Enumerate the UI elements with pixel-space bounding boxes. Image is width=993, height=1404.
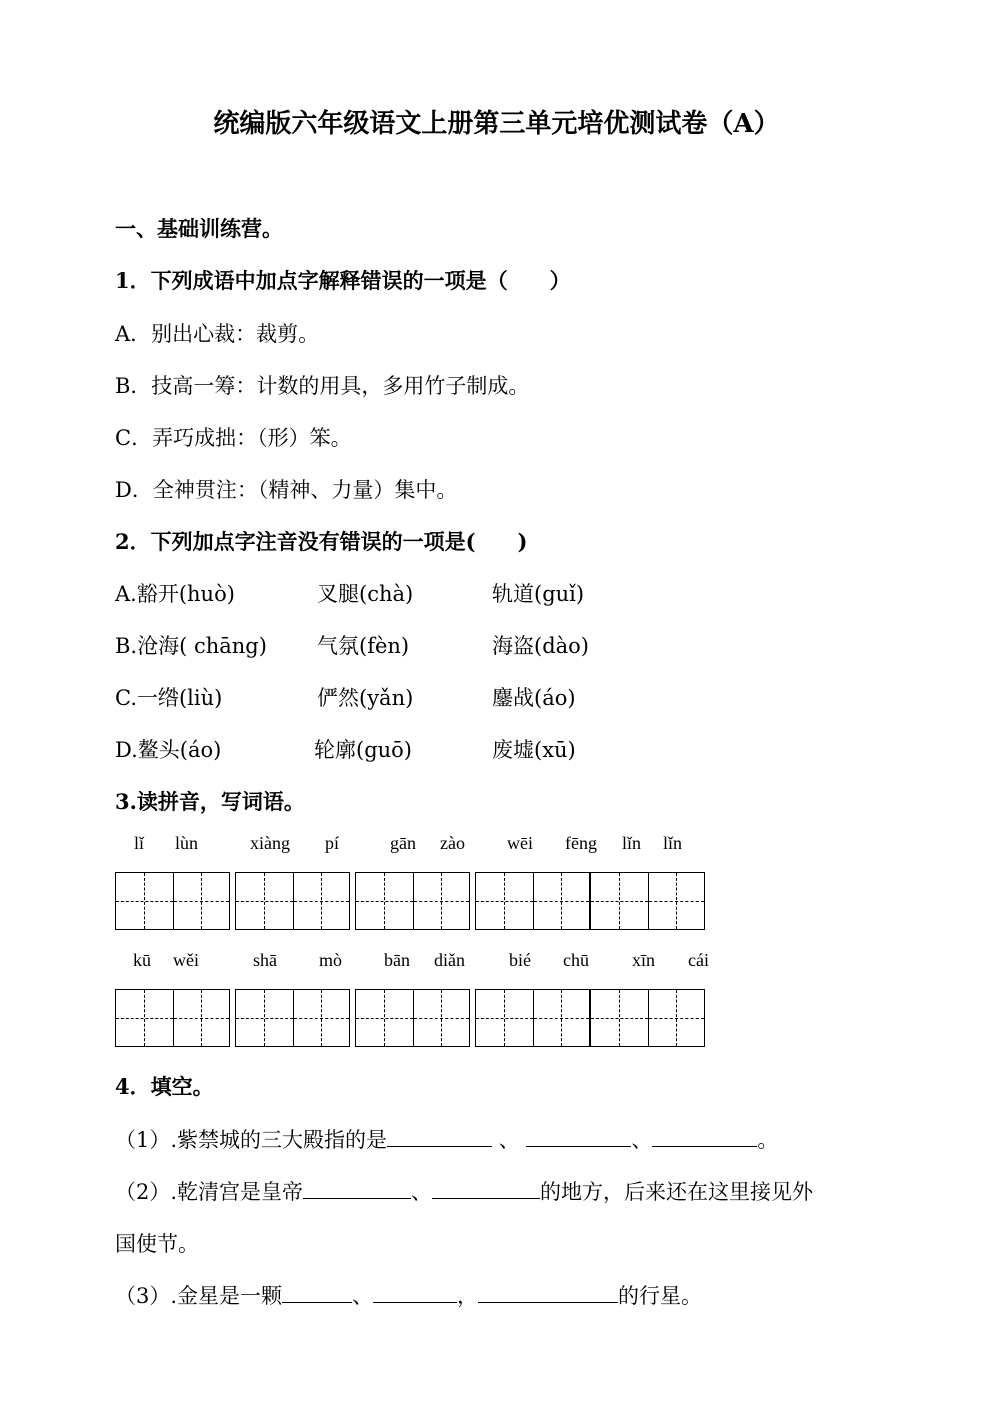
writing-grid[interactable] bbox=[115, 872, 230, 930]
q2-a-2: 叉腿(chà) bbox=[317, 582, 414, 606]
pinyin: fēng bbox=[565, 833, 597, 853]
pinyin: mò bbox=[319, 950, 343, 970]
pinyin: shā bbox=[253, 950, 277, 970]
q4-line-2 bbox=[115, 1176, 813, 1206]
q2-c-1: C.一绺(liù) bbox=[115, 686, 223, 710]
q4-line-2-cont: 国使节。 bbox=[115, 1232, 199, 1256]
q4-text: 。 bbox=[757, 1128, 779, 1152]
q4-text: 、 bbox=[352, 1284, 374, 1308]
pinyin: pí bbox=[325, 833, 340, 853]
pinyin: cái bbox=[688, 950, 709, 970]
pinyin: wěi bbox=[173, 950, 199, 970]
q3-stem: 3.读拼音，写词语。 bbox=[115, 789, 305, 814]
q1-stem: 1．下列成语中加点字解释错误的一项是（ ） bbox=[115, 268, 571, 293]
q2-d-2: 轮廓(guō) bbox=[314, 738, 412, 762]
writing-grid[interactable] bbox=[475, 989, 590, 1047]
q4-text: 、 bbox=[411, 1180, 433, 1204]
q4-line-1 bbox=[115, 1124, 778, 1154]
writing-grid[interactable] bbox=[235, 872, 350, 930]
pinyin: chū bbox=[563, 950, 589, 970]
answer-blank[interactable] bbox=[432, 1180, 540, 1199]
answer-blank[interactable] bbox=[478, 1284, 618, 1303]
q1-option-a: A．别出心裁：裁剪。 bbox=[115, 322, 320, 346]
pinyin: zào bbox=[440, 833, 465, 853]
q2-c-3: 鏖战(áo) bbox=[492, 686, 576, 710]
pinyin: lǐ bbox=[134, 833, 145, 853]
pinyin: diǎn bbox=[434, 950, 465, 970]
q2-a-1: A.豁开(huò) bbox=[115, 582, 235, 606]
q4-text: 、 bbox=[498, 1128, 520, 1152]
q4-text: 的行星。 bbox=[618, 1284, 703, 1308]
section-heading: 一、基础训练营。 bbox=[115, 216, 283, 241]
answer-blank[interactable] bbox=[282, 1284, 352, 1303]
q1-option-b: B．技高一筹：计数的用具，多用竹子制成。 bbox=[115, 374, 530, 398]
writing-grid[interactable] bbox=[590, 989, 705, 1047]
q2-b-3: 海盗(dào) bbox=[492, 634, 589, 658]
q4-text: （2）.乾清宫是皇帝 bbox=[115, 1180, 304, 1204]
q4-line-3 bbox=[115, 1280, 702, 1310]
q2-c-2: 俨然(yǎn) bbox=[317, 686, 414, 710]
pinyin: wēi bbox=[507, 833, 533, 853]
writing-grid[interactable] bbox=[355, 989, 470, 1047]
pinyin: lùn bbox=[175, 833, 199, 853]
q4-text: 、 bbox=[631, 1128, 653, 1152]
writing-grid[interactable] bbox=[590, 872, 705, 930]
writing-grid[interactable] bbox=[115, 989, 230, 1047]
pinyin: lǐn bbox=[622, 833, 642, 853]
answer-blank[interactable] bbox=[652, 1128, 757, 1147]
pinyin: bié bbox=[509, 950, 531, 970]
q4-stem: 4．填空。 bbox=[115, 1074, 214, 1099]
pinyin: xiàng bbox=[250, 833, 290, 853]
q4-text: ， bbox=[457, 1284, 479, 1308]
q4-text: 的地方，后来还在这里接见外 bbox=[540, 1180, 814, 1204]
pinyin: gān bbox=[390, 833, 416, 853]
q2-d-1: D.鳌头(áo) bbox=[115, 738, 222, 762]
q2-stem: 2．下列加点字注音没有错误的一项是( ) bbox=[115, 529, 528, 554]
answer-blank[interactable] bbox=[387, 1128, 492, 1147]
writing-grid[interactable] bbox=[475, 872, 590, 930]
q2-b-2: 气氛(fèn) bbox=[317, 634, 410, 658]
answer-blank[interactable] bbox=[303, 1180, 411, 1199]
q2-a-3: 轨道(guǐ) bbox=[492, 582, 585, 606]
q2-d-3: 废墟(xū) bbox=[492, 738, 576, 762]
q2-b-1: B.沧海( chāng) bbox=[115, 634, 267, 658]
pinyin: kū bbox=[133, 950, 151, 970]
q4-text: （1）.紫禁城的三大殿指的是 bbox=[115, 1128, 388, 1152]
answer-blank[interactable] bbox=[526, 1128, 631, 1147]
writing-grid[interactable] bbox=[355, 872, 470, 930]
q4-text: （3）.金星是一颗 bbox=[115, 1284, 283, 1308]
q1-option-c: C．弄巧成拙：（形）笨。 bbox=[115, 426, 352, 450]
page-title: 统编版六年级语文上册第三单元培优测试卷（A） bbox=[213, 109, 780, 139]
pinyin: lǐn bbox=[663, 833, 683, 853]
writing-grid[interactable] bbox=[235, 989, 350, 1047]
q1-option-d: D．全神贯注：（精神、力量）集中。 bbox=[115, 478, 458, 502]
pinyin: bān bbox=[384, 950, 410, 970]
answer-blank[interactable] bbox=[373, 1284, 457, 1303]
pinyin: xīn bbox=[632, 950, 656, 970]
